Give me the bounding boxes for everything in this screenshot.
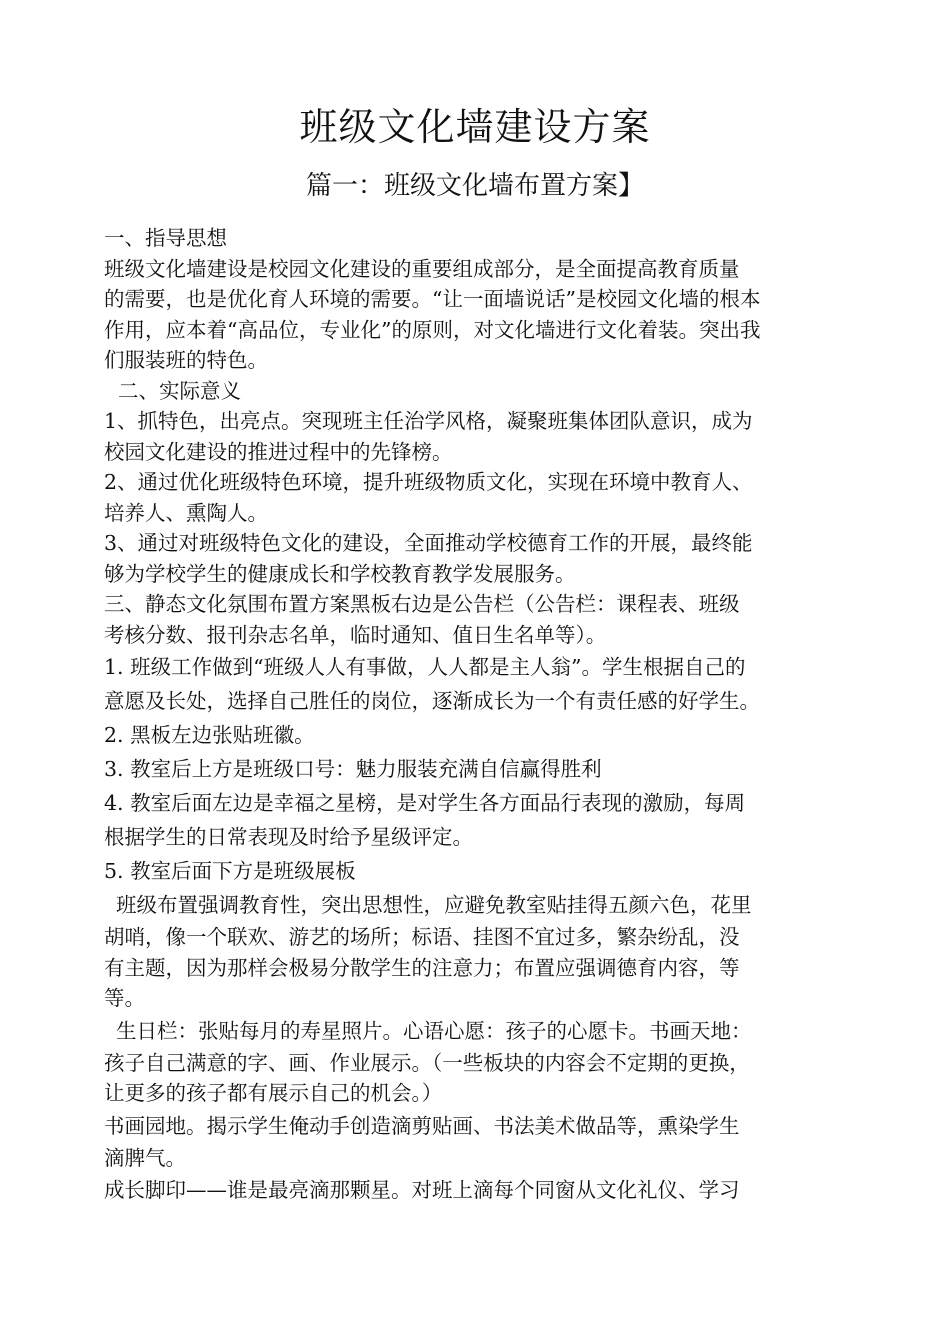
body-line: 意愿及长处，选择自己胜任的岗位，逐渐成长为一个有责任感的好学生。 — [104, 689, 760, 713]
body-line: 孩子自己满意的字、画、作业展示。（一些板块的内容会不定期的更换， — [104, 1050, 750, 1075]
list-item: 1. 班级工作做到“班级人人有事做，人人都是主人翁”。学生根据自己的 — [104, 655, 746, 679]
list-item: 4. 教室后面左边是幸福之星榜，是对学生各方面品行表现的激励，每周 — [104, 791, 746, 815]
list-item: 2. 黑板左边张贴班徽。 — [104, 723, 315, 747]
body-line: 2、通过优化班级特色环境，提升班级物质文化，实现在环境中教育人、 — [104, 470, 753, 494]
body-line: 书画园地。揭示学生俺动手创造滴剪贴画、书法美术做品等，熏染学生 — [104, 1113, 740, 1138]
document-body — [104, 223, 848, 1207]
body-line: 胡哨，像一个联欢、游艺的场所；标语、挂图不宜过多，繁杂纷乱，没 — [104, 925, 740, 949]
section-heading: 二、实际意义 — [118, 378, 241, 403]
section-heading: 三、静态文化氛围布置方案黑板右边是公告栏（公告栏：课程表、班级 — [104, 592, 740, 616]
body-line: 成长脚印——谁是最亮滴那颗星。对班上滴每个同窗从文化礼仪、学习 — [104, 1178, 740, 1202]
body-line: 3、通过对班级特色文化的建设，全面推动学校德育工作的开展，最终能 — [104, 531, 753, 555]
body-line: 让更多的孩子都有展示自己的机会。） — [104, 1081, 443, 1105]
body-line: 有主题，因为那样会极易分散学生的注意力；布置应强调德育内容，等 — [104, 955, 740, 980]
section-heading: 一、指导思想 — [104, 226, 227, 250]
list-item: 3. 教室后上方是班级口号：魅力服装充满自信赢得胜利 — [104, 757, 602, 781]
body-line: 考核分数、报刊杂志名单，临时通知、值日生名单等）。 — [104, 622, 607, 647]
body-line: 生日栏：张贴每月的寿星照片。心语心愿：孩子的心愿卡。书画天地： — [116, 1018, 752, 1043]
body-line: 等。 — [104, 986, 145, 1010]
body-line: 根据学生的日常表现及时给予星级评定。 — [104, 825, 473, 849]
body-line: 培养人、熏陶人。 — [104, 500, 268, 525]
body-line: 校园文化建设的推进过程中的先锋榜。 — [104, 439, 453, 464]
document-subtitle: 篇一：班级文化墙布置方案】 — [305, 171, 644, 201]
body-line: 班级文化墙建设是校园文化建设的重要组成部分，是全面提高教育质量 — [104, 256, 740, 281]
body-line: 够为学校学生的健康成长和学校教育教学发展服务。 — [104, 561, 576, 586]
body-line: 1、抓特色，出亮点。突现班主任治学风格，凝聚班集体团队意识，成为 — [104, 409, 753, 433]
body-line: 滴脾气。 — [104, 1145, 186, 1170]
body-line: 作用，应本着“高品位，专业化”的原则，对文化墙进行文化着装。突出我 — [104, 317, 761, 342]
list-item: 5. 教室后面下方是班级展板 — [104, 859, 356, 883]
body-line: 们服装班的特色。 — [104, 348, 268, 372]
body-line: 班级布置强调教育性，突出思想性，应避免教室贴挂得五颜六色，花里 — [116, 893, 752, 917]
document-title: 班级文化墙建设方案 — [299, 105, 651, 149]
body-line: 的需要，也是优化育人环境的需要。“让一面墙说话”是校园文化墙的根本 — [104, 287, 761, 311]
